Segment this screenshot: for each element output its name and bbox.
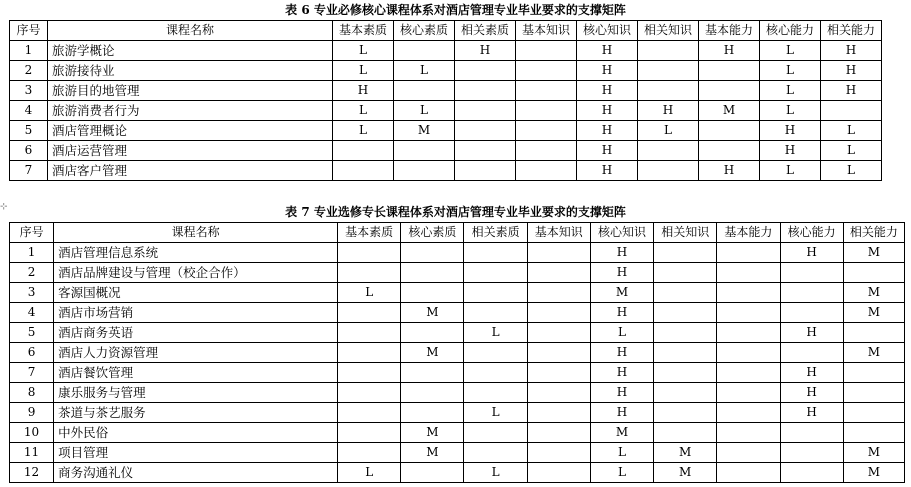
row-number: 6 xyxy=(10,141,48,161)
support-level-cell xyxy=(780,423,843,443)
support-level-cell: L xyxy=(338,283,401,303)
support-level-cell xyxy=(464,243,527,263)
row-number: 3 xyxy=(10,81,48,101)
support-level-cell xyxy=(394,161,455,181)
support-level-cell xyxy=(527,243,590,263)
table-row xyxy=(10,243,905,263)
support-level-cell: L xyxy=(821,141,882,161)
support-level-cell: H xyxy=(780,363,843,383)
support-level-cell xyxy=(338,343,401,363)
support-level-cell xyxy=(333,161,394,181)
table7-header-cell: 核心能力 xyxy=(780,223,843,243)
support-level-cell xyxy=(843,383,904,403)
table-row xyxy=(10,101,882,121)
support-level-cell xyxy=(464,363,527,383)
table7-header-cell: 相关素质 xyxy=(464,223,527,243)
support-level-cell: H xyxy=(590,383,653,403)
support-level-cell xyxy=(338,443,401,463)
support-level-cell xyxy=(401,263,464,283)
support-level-cell: M xyxy=(699,101,760,121)
support-level-cell xyxy=(527,383,590,403)
support-level-cell: M xyxy=(843,303,904,323)
support-level-cell: L xyxy=(464,323,527,343)
support-level-cell: L xyxy=(333,121,394,141)
course-name: 旅游接待业 xyxy=(48,61,333,81)
support-level-cell: M xyxy=(843,443,904,463)
support-level-cell: H xyxy=(780,383,843,403)
support-level-cell: M xyxy=(843,283,904,303)
table7-header-cell: 核心知识 xyxy=(590,223,653,243)
support-level-cell xyxy=(464,283,527,303)
support-level-cell xyxy=(527,263,590,283)
support-level-cell: H xyxy=(699,161,760,181)
support-level-cell xyxy=(654,263,717,283)
support-level-cell xyxy=(516,81,577,101)
support-level-cell xyxy=(516,61,577,81)
table-row xyxy=(10,323,905,343)
support-level-cell: H xyxy=(577,141,638,161)
table6-header-cell: 基本素质 xyxy=(333,21,394,41)
support-level-cell xyxy=(717,263,780,283)
support-level-cell xyxy=(843,423,904,443)
table-row xyxy=(10,161,882,181)
support-level-cell xyxy=(780,463,843,483)
table6-header-cell: 基本能力 xyxy=(699,21,760,41)
table6-header-row xyxy=(10,21,882,41)
table-row xyxy=(10,141,882,161)
table6-header-cell: 核心素质 xyxy=(394,21,455,41)
row-number: 6 xyxy=(10,343,54,363)
table7-header-cell: 序号 xyxy=(10,223,54,243)
support-level-cell: L xyxy=(760,61,821,81)
support-level-cell xyxy=(516,161,577,181)
support-level-cell xyxy=(717,323,780,343)
support-level-cell xyxy=(464,263,527,283)
support-level-cell xyxy=(717,343,780,363)
support-level-cell xyxy=(464,423,527,443)
support-level-cell xyxy=(654,383,717,403)
support-level-cell xyxy=(843,363,904,383)
course-name: 旅游学概论 xyxy=(48,41,333,61)
support-level-cell: H xyxy=(577,121,638,141)
support-level-cell: M xyxy=(654,463,717,483)
support-level-cell xyxy=(338,383,401,403)
support-level-cell xyxy=(333,141,394,161)
support-level-cell: H xyxy=(760,121,821,141)
support-level-cell: M xyxy=(590,283,653,303)
support-level-cell: L xyxy=(760,161,821,181)
support-level-cell: H xyxy=(577,41,638,61)
support-level-cell: H xyxy=(760,141,821,161)
row-number: 2 xyxy=(10,61,48,81)
table6 xyxy=(9,20,882,181)
support-level-cell xyxy=(455,141,516,161)
support-level-cell: L xyxy=(333,101,394,121)
table7-header-cell: 相关能力 xyxy=(843,223,904,243)
table6-caption: 表 6 专业必修核心课程体系对酒店管理专业毕业要求的支撑矩阵 xyxy=(285,3,626,17)
support-level-cell xyxy=(654,363,717,383)
course-name: 茶道与茶艺服务 xyxy=(54,403,338,423)
support-level-cell: L xyxy=(338,463,401,483)
table7-header-cell: 基本素质 xyxy=(338,223,401,243)
support-level-cell: M xyxy=(843,343,904,363)
support-level-cell: L xyxy=(760,81,821,101)
support-level-cell xyxy=(780,443,843,463)
support-level-cell: H xyxy=(780,323,843,343)
support-level-cell xyxy=(699,141,760,161)
row-number: 4 xyxy=(10,303,54,323)
support-level-cell xyxy=(717,283,780,303)
support-level-cell xyxy=(455,61,516,81)
row-number: 8 xyxy=(10,383,54,403)
support-level-cell xyxy=(654,423,717,443)
course-name: 旅游消费者行为 xyxy=(48,101,333,121)
course-name: 酒店人力资源管理 xyxy=(54,343,338,363)
support-level-cell xyxy=(527,423,590,443)
support-level-cell: M xyxy=(654,443,717,463)
table6-header-cell: 核心知识 xyxy=(577,21,638,41)
support-level-cell xyxy=(717,363,780,383)
support-level-cell xyxy=(516,41,577,61)
table7-header-row xyxy=(10,223,905,243)
support-level-cell xyxy=(717,243,780,263)
table-row xyxy=(10,343,905,363)
support-level-cell xyxy=(780,343,843,363)
table-row xyxy=(10,463,905,483)
support-level-cell xyxy=(717,463,780,483)
support-level-cell: L xyxy=(821,121,882,141)
support-level-cell xyxy=(654,403,717,423)
row-number: 7 xyxy=(10,161,48,181)
support-level-cell xyxy=(401,403,464,423)
support-level-cell xyxy=(638,41,699,61)
table7-header-cell: 课程名称 xyxy=(54,223,338,243)
row-number: 4 xyxy=(10,101,48,121)
support-level-cell xyxy=(527,303,590,323)
course-name: 中外民俗 xyxy=(54,423,338,443)
support-level-cell: H xyxy=(577,161,638,181)
support-level-cell: H xyxy=(699,41,760,61)
support-level-cell xyxy=(638,161,699,181)
support-level-cell xyxy=(717,403,780,423)
table7-header-cell: 相关知识 xyxy=(654,223,717,243)
support-level-cell: H xyxy=(821,61,882,81)
support-level-cell xyxy=(780,303,843,323)
support-level-cell xyxy=(516,121,577,141)
support-level-cell: H xyxy=(780,243,843,263)
support-level-cell: L xyxy=(760,101,821,121)
support-level-cell xyxy=(394,141,455,161)
support-level-cell: M xyxy=(843,463,904,483)
support-level-cell: H xyxy=(577,81,638,101)
support-level-cell: L xyxy=(464,463,527,483)
support-level-cell xyxy=(654,343,717,363)
support-level-cell xyxy=(401,383,464,403)
table7-body xyxy=(10,243,905,483)
row-number: 9 xyxy=(10,403,54,423)
support-level-cell: L xyxy=(590,463,653,483)
support-level-cell xyxy=(527,463,590,483)
table7-header-cell: 核心素质 xyxy=(401,223,464,243)
support-level-cell xyxy=(717,383,780,403)
table7 xyxy=(9,222,905,483)
anchor-marker-icon: ⊹ xyxy=(0,202,8,212)
support-level-cell xyxy=(699,61,760,81)
support-level-cell xyxy=(455,161,516,181)
support-level-cell: H xyxy=(590,343,653,363)
table-row xyxy=(10,121,882,141)
support-level-cell: L xyxy=(394,101,455,121)
support-level-cell: H xyxy=(780,403,843,423)
support-level-cell: H xyxy=(821,81,882,101)
table6-header-cell: 核心能力 xyxy=(760,21,821,41)
support-level-cell xyxy=(394,41,455,61)
table7-header-cell: 基本知识 xyxy=(527,223,590,243)
support-level-cell xyxy=(638,141,699,161)
table6-header-cell: 相关知识 xyxy=(638,21,699,41)
support-level-cell xyxy=(401,283,464,303)
course-name: 酒店管理信息系统 xyxy=(54,243,338,263)
course-name: 康乐服务与管理 xyxy=(54,383,338,403)
table-row xyxy=(10,363,905,383)
course-name: 酒店客户管理 xyxy=(48,161,333,181)
course-name: 客源国概况 xyxy=(54,283,338,303)
support-level-cell: L xyxy=(464,403,527,423)
support-level-cell xyxy=(699,81,760,101)
row-number: 5 xyxy=(10,121,48,141)
table6-header-cell: 课程名称 xyxy=(48,21,333,41)
support-level-cell xyxy=(527,323,590,343)
course-name: 酒店管理概论 xyxy=(48,121,333,141)
support-level-cell xyxy=(455,81,516,101)
support-level-cell: H xyxy=(577,61,638,81)
table6-header-cell: 基本知识 xyxy=(516,21,577,41)
support-level-cell xyxy=(338,263,401,283)
support-level-cell: L xyxy=(590,323,653,343)
support-level-cell xyxy=(654,323,717,343)
table7-header-cell: 基本能力 xyxy=(717,223,780,243)
support-level-cell: H xyxy=(590,363,653,383)
support-level-cell xyxy=(717,423,780,443)
support-level-cell xyxy=(338,303,401,323)
row-number: 10 xyxy=(10,423,54,443)
course-name: 酒店品牌建设与管理（校企合作） xyxy=(54,263,338,283)
table6-header-cell: 相关素质 xyxy=(455,21,516,41)
table-row xyxy=(10,263,905,283)
support-level-cell xyxy=(843,263,904,283)
support-level-cell: L xyxy=(590,443,653,463)
table6-header-cell: 序号 xyxy=(10,21,48,41)
support-level-cell xyxy=(843,323,904,343)
support-level-cell xyxy=(654,243,717,263)
support-level-cell xyxy=(527,343,590,363)
course-name: 项目管理 xyxy=(54,443,338,463)
support-level-cell xyxy=(455,121,516,141)
course-name: 酒店餐饮管理 xyxy=(54,363,338,383)
support-level-cell xyxy=(401,363,464,383)
support-level-cell xyxy=(527,363,590,383)
row-number: 1 xyxy=(10,41,48,61)
support-level-cell xyxy=(780,283,843,303)
table-row xyxy=(10,61,882,81)
table6-body xyxy=(10,41,882,181)
support-level-cell xyxy=(464,383,527,403)
table-row xyxy=(10,283,905,303)
support-level-cell xyxy=(780,263,843,283)
support-level-cell xyxy=(654,283,717,303)
support-level-cell xyxy=(394,81,455,101)
support-level-cell: M xyxy=(401,423,464,443)
course-name: 酒店市场营销 xyxy=(54,303,338,323)
support-level-cell: L xyxy=(333,61,394,81)
table7-caption: 表 7 专业选修专长课程体系对酒店管理专业毕业要求的支撑矩阵 xyxy=(285,205,626,219)
support-level-cell xyxy=(338,423,401,443)
support-level-cell xyxy=(638,61,699,81)
support-level-cell: M xyxy=(843,243,904,263)
table-row xyxy=(10,403,905,423)
support-level-cell: M xyxy=(590,423,653,443)
support-level-cell xyxy=(401,243,464,263)
row-number: 3 xyxy=(10,283,54,303)
support-level-cell xyxy=(464,303,527,323)
row-number: 12 xyxy=(10,463,54,483)
row-number: 5 xyxy=(10,323,54,343)
support-level-cell: L xyxy=(333,41,394,61)
support-level-cell: L xyxy=(821,161,882,181)
table-row xyxy=(10,383,905,403)
support-level-cell xyxy=(527,283,590,303)
table-row xyxy=(10,443,905,463)
support-level-cell xyxy=(638,81,699,101)
support-level-cell xyxy=(401,323,464,343)
support-level-cell: M xyxy=(401,303,464,323)
table-row xyxy=(10,81,882,101)
row-number: 2 xyxy=(10,263,54,283)
support-level-cell: H xyxy=(638,101,699,121)
support-level-cell xyxy=(516,141,577,161)
support-level-cell: H xyxy=(821,41,882,61)
support-level-cell xyxy=(821,101,882,121)
support-level-cell xyxy=(717,303,780,323)
course-name: 酒店运营管理 xyxy=(48,141,333,161)
support-level-cell xyxy=(699,121,760,141)
course-name: 旅游目的地管理 xyxy=(48,81,333,101)
support-level-cell xyxy=(654,303,717,323)
support-level-cell xyxy=(843,403,904,423)
support-level-cell xyxy=(338,243,401,263)
support-level-cell xyxy=(464,443,527,463)
support-level-cell: M xyxy=(401,343,464,363)
support-level-cell xyxy=(338,363,401,383)
support-level-cell: L xyxy=(760,41,821,61)
support-level-cell: H xyxy=(590,243,653,263)
table-row xyxy=(10,423,905,443)
support-level-cell: H xyxy=(590,403,653,423)
support-level-cell xyxy=(455,101,516,121)
support-level-cell xyxy=(527,403,590,423)
support-level-cell: M xyxy=(401,443,464,463)
support-level-cell: L xyxy=(394,61,455,81)
support-level-cell xyxy=(527,443,590,463)
support-level-cell xyxy=(401,463,464,483)
support-level-cell xyxy=(338,323,401,343)
table-row xyxy=(10,41,882,61)
support-level-cell xyxy=(338,403,401,423)
support-level-cell: H xyxy=(333,81,394,101)
support-level-cell: H xyxy=(577,101,638,121)
table-row xyxy=(10,303,905,323)
row-number: 1 xyxy=(10,243,54,263)
support-level-cell xyxy=(464,343,527,363)
course-name: 商务沟通礼仪 xyxy=(54,463,338,483)
table6-header-cell: 相关能力 xyxy=(821,21,882,41)
support-level-cell: H xyxy=(590,263,653,283)
support-level-cell: H xyxy=(455,41,516,61)
support-level-cell xyxy=(516,101,577,121)
support-level-cell xyxy=(717,443,780,463)
support-level-cell: L xyxy=(638,121,699,141)
row-number: 11 xyxy=(10,443,54,463)
support-level-cell: M xyxy=(394,121,455,141)
row-number: 7 xyxy=(10,363,54,383)
support-level-cell: H xyxy=(590,303,653,323)
course-name: 酒店商务英语 xyxy=(54,323,338,343)
